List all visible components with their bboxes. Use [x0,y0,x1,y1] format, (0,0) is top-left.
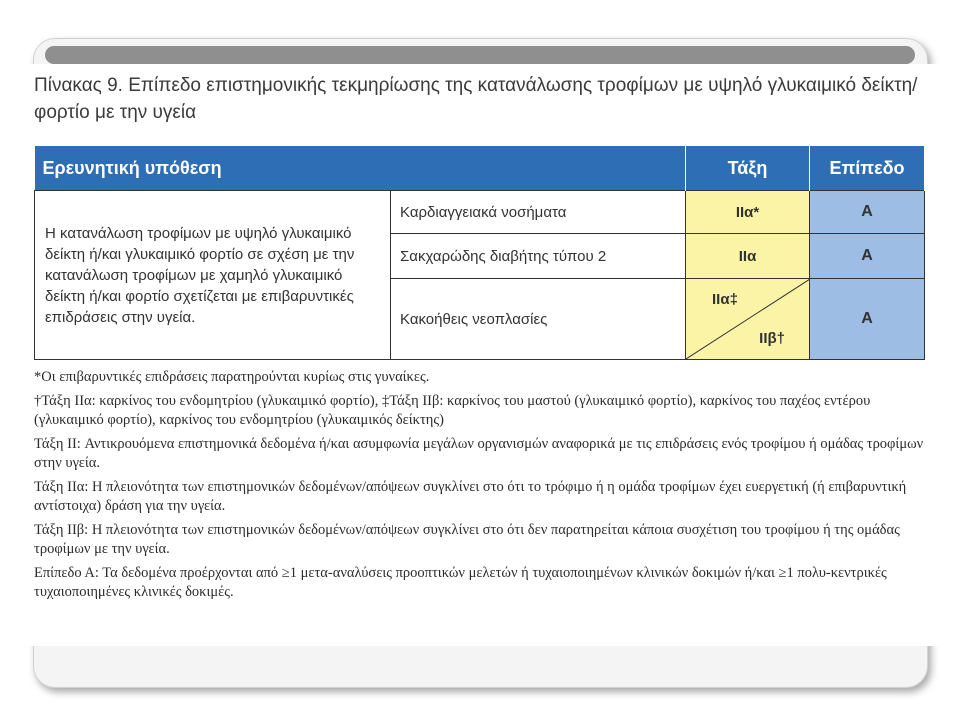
level-cell: Α [810,191,925,234]
evidence-table [34,146,925,360]
level-cell: Α [810,279,925,360]
footnote: Τάξη IIα: Η πλειονότητα των επιστημονικών δεδομένων/απόψεων συγκλίνει στο ότι το τρόφιμο ή η ομάδα τροφίμων έχει ευεργετική (ή επιβαρυντική αντίστοιχα) δράση για την υγεία. [34,479,907,514]
slide-title-bar [45,46,915,64]
caption-label: Πίνακας 9. [34,75,123,96]
table-caption [34,72,924,126]
class-cell: IIα [686,234,810,279]
footnote: Επίπεδο Α: Τα δεδομένα προέρχονται από ≥1 μετα-αναλύσεις προοπτικών μελετών ή τυχαιοποιημένων κλινικών δοκιμών ή/και ≥1 πολυ-κεντρικές τυχαιοποιημένες κλινικές δοκιμές. [34,565,887,600]
footnote: Τάξη II: Αντικρουόμενα επιστημονικά δεδομένα ή/και ασυμφωνία μεγάλων οργανισμών αναφορικά με τις επιδράσεις ενός τροφίμου ή ομάδας τροφίμων στην υγεία. [34,436,924,471]
table-header-row [35,146,925,191]
document-page [18,64,940,646]
class-top-label: IIα‡ [712,291,738,308]
table-footnotes [34,368,926,607]
diagonal-divider [686,279,810,359]
footnote: †Τάξη IIα: καρκίνος του ενδομητρίου (γλυκαιμικό φορτίο), ‡Τάξη IIβ: καρκίνος του μαστού (γλυκαιμικό φορτίο), καρκίνος του παχέος εντέρου (γλυκαιμικό φορτίο), καρκίνος του ενδομητρίου (γλυκαιμικός δείκτης) [34,393,871,428]
caption-text: Επίπεδο επιστημονικής τεκμηρίωσης της κατανάλωσης τροφίμων με υψηλό γλυκαιμικό δείκτη/φορτίο με την υγεία [34,75,918,123]
condition-cell: Κακοήθεις νεοπλασίες [391,279,686,360]
class-bottom-label: IIβ† [759,330,786,347]
split-class-cell [686,279,810,360]
table-row [35,191,925,234]
footnote: *Οι επιβαρυντικές επιδράσεις παρατηρούνται κυρίως στις γυναίκες. [34,369,430,385]
hypothesis-cell: Η κατανάλωση τροφίμων με υψηλό γλυκαιμικό δείκτη ή/και γλυκαιμικό φορτίο σε σχέση με την κατανάλωση τροφίμων με χαμηλό γλυκαιμικό δείκτη ή/και φορτίο σχετίζεται με επιβαρυντικές επιδράσεις στην υγεία. [35,191,391,360]
level-cell: Α [810,234,925,279]
footnote: Τάξη IIβ: Η πλειονότητα των επιστημονικών δεδομένων/απόψεων συγκλίνει στο ότι δεν παρατηρείται κάποια συσχέτιση του τροφίμου ή της ομάδας τροφίμων με την υγεία. [34,522,900,557]
condition-cell: Σακχαρώδης διαβήτης τύπου 2 [391,234,686,279]
header-class: Τάξη [686,146,810,191]
header-level: Επίπεδο [810,146,925,191]
class-cell: IIα* [686,191,810,234]
condition-cell: Καρδιαγγειακά νοσήματα [391,191,686,234]
header-hypothesis: Ερευνητική υπόθεση [35,146,686,191]
